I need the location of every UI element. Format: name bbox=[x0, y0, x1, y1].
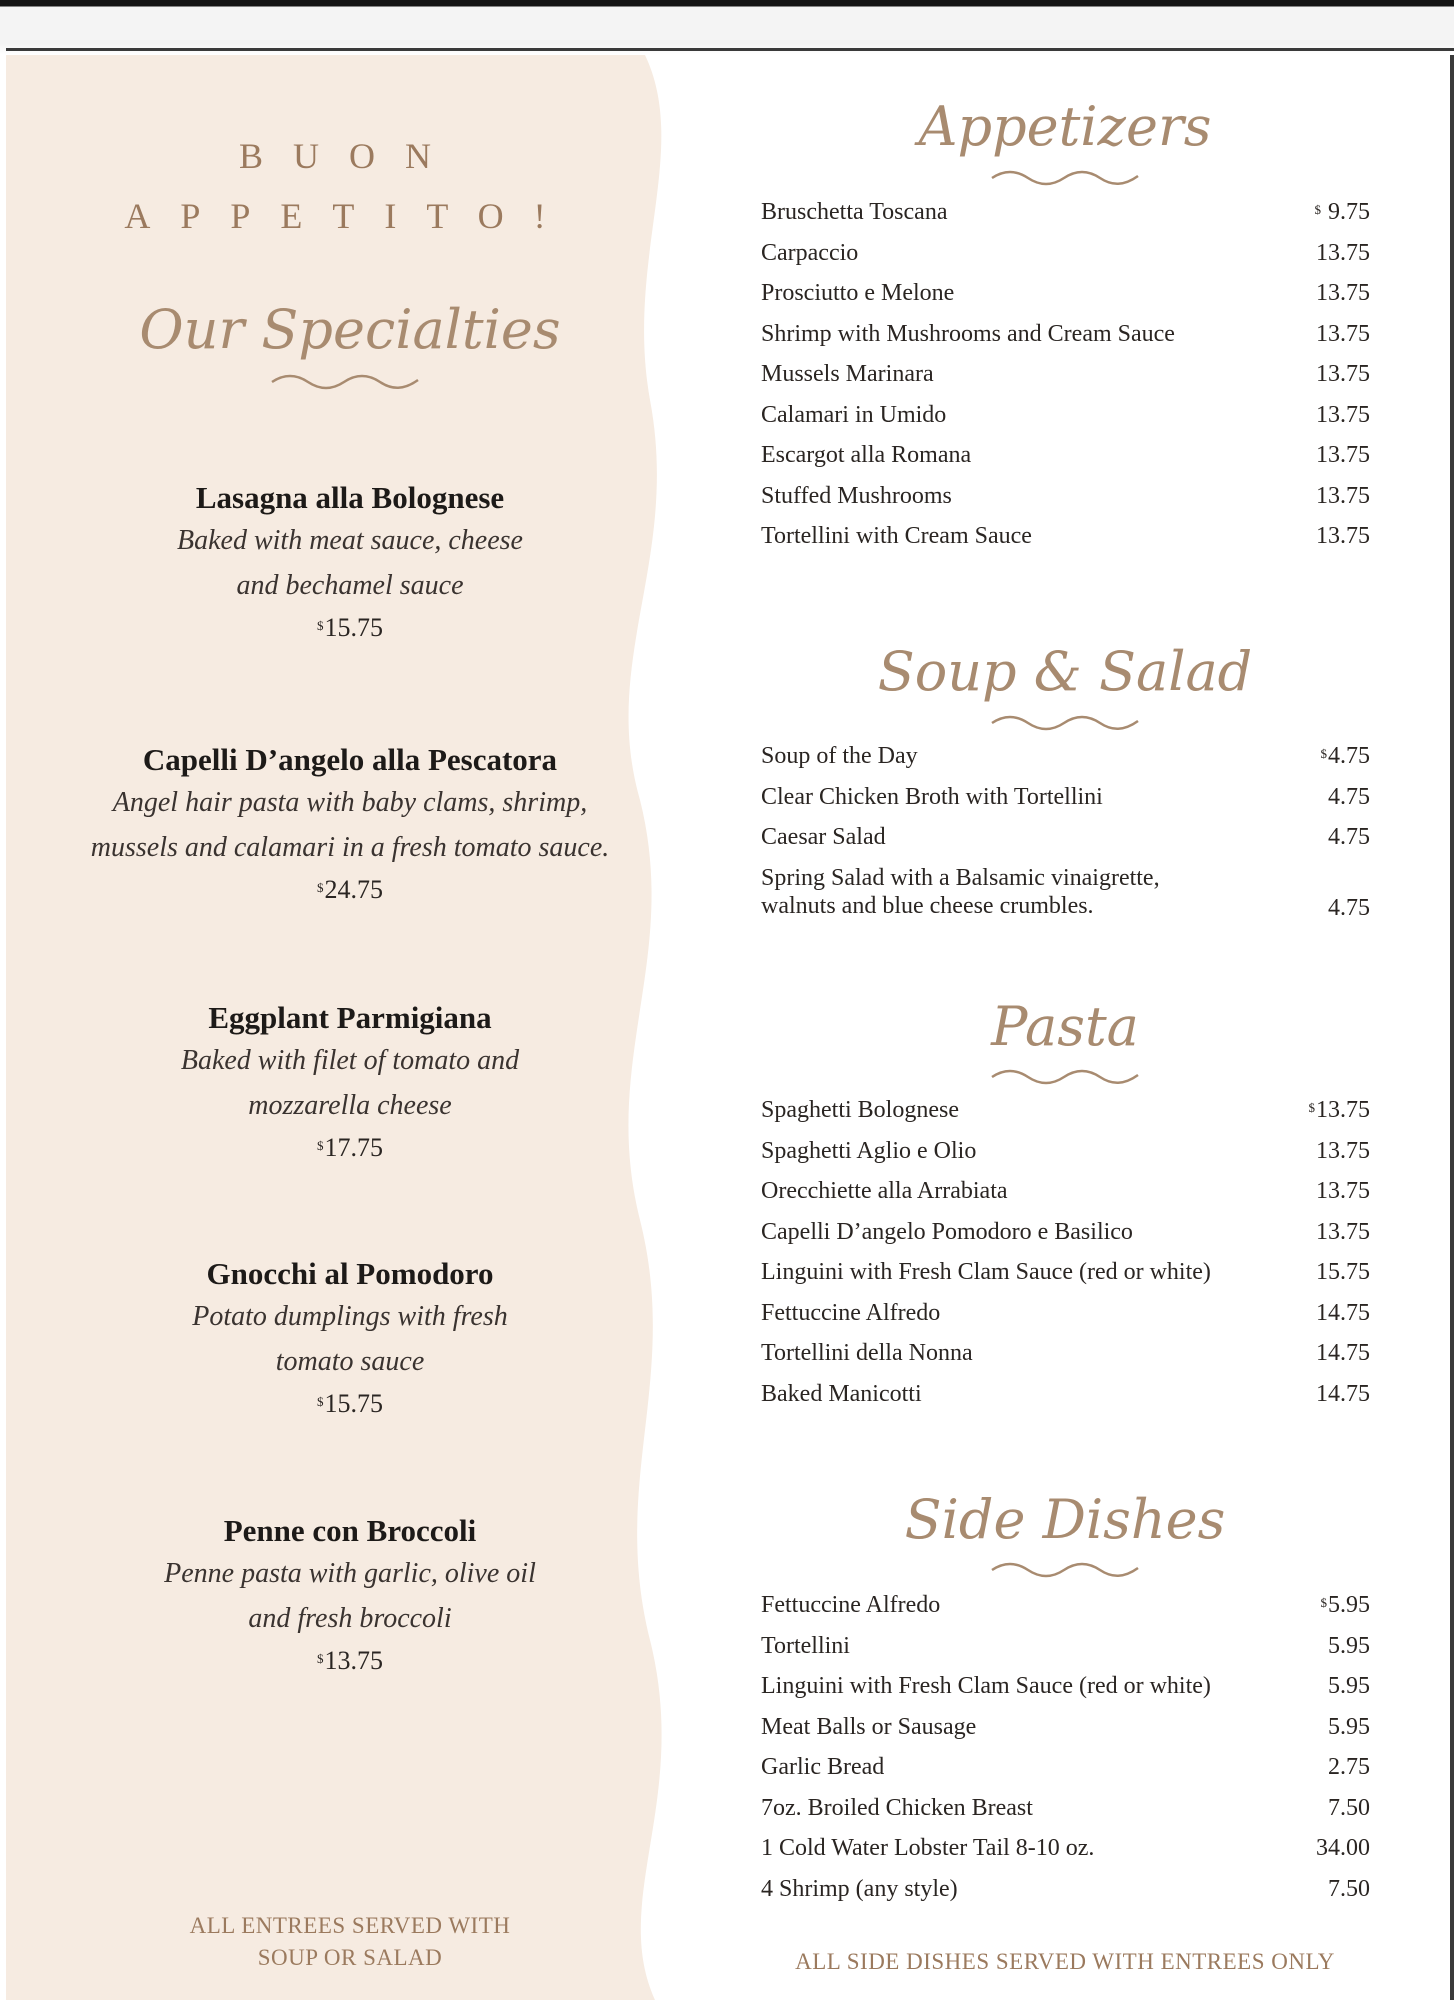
menu-item: Meat Balls or Sausage 5.95 bbox=[761, 1713, 1370, 1740]
menu-item: Fettuccine Alfredo $5.95 bbox=[761, 1592, 1370, 1618]
menu-item: Spaghetti Bolognese $13.75 bbox=[761, 1097, 1370, 1123]
side-dishes-title: Side Dishes bbox=[904, 1488, 1226, 1551]
menu-item: Orecchiette alla Arrabiata 13.75 bbox=[761, 1178, 1370, 1204]
pasta-list bbox=[760, 1096, 1370, 1420]
pasta-squiggle bbox=[990, 1067, 1140, 1087]
dish-name: Capelli D’angelo alla Pescatora bbox=[142, 742, 558, 777]
menu-item: Spring Salad with a Balsamic vinaigrette, walnuts and blue cheese crumbles. 4.75 bbox=[761, 864, 1370, 921]
currency-symbol: $ bbox=[317, 1394, 324, 1409]
menu-item: Tortellini with Cream Sauce 13.75 bbox=[761, 523, 1370, 549]
dish-description: and fresh broccoli bbox=[248, 1603, 452, 1634]
side-dishes-squiggle bbox=[990, 1560, 1140, 1580]
menu-item: 4 Shrimp (any style) 7.50 bbox=[761, 1875, 1370, 1902]
appetizers-squiggle bbox=[990, 168, 1140, 188]
entrees-note: ALL ENTREES SERVED WITH SOUP OR SALAD bbox=[189, 1913, 511, 1970]
dish-description: tomato sauce bbox=[275, 1346, 425, 1377]
soup-salad-list bbox=[760, 742, 1370, 934]
menu-item: Tortellini 5.95 bbox=[761, 1632, 1370, 1659]
dish-description: mozzarella cheese bbox=[248, 1090, 452, 1121]
pasta-title: Pasta bbox=[991, 995, 1139, 1058]
dish-description: Baked with filet of tomato and bbox=[180, 1045, 520, 1076]
menu-item: Capelli D’angelo Pomodoro e Basilico 13.75 bbox=[761, 1218, 1370, 1245]
menu-item: Shrimp with Mushrooms and Cream Sauce 13.75 bbox=[761, 320, 1370, 347]
menu-item: Mussels Marinara 13.75 bbox=[761, 361, 1370, 387]
menu-item: 1 Cold Water Lobster Tail 8-10 oz. 34.00 bbox=[761, 1835, 1370, 1861]
dish-description: Angel hair pasta with baby clams, shrimp, bbox=[112, 787, 588, 818]
menu-item: Carpaccio 13.75 bbox=[761, 239, 1370, 266]
menu-item: Escargot alla Romana 13.75 bbox=[761, 442, 1370, 468]
specialties-squiggle bbox=[270, 372, 420, 392]
dish-description: Baked with meat sauce, cheese bbox=[177, 525, 523, 556]
currency-symbol: $ bbox=[317, 880, 324, 895]
menu-item: Stuffed Mushrooms 13.75 bbox=[761, 482, 1370, 509]
greeting-line-2: APPETITO! bbox=[124, 196, 576, 236]
dish-description: mussels and calamari in a fresh tomato sauce. bbox=[90, 832, 610, 863]
menu-item: Garlic Bread 2.75 bbox=[761, 1754, 1370, 1780]
dish-description: Penne pasta with garlic, olive oil bbox=[164, 1558, 536, 1589]
dish-description: Potato dumplings with fresh bbox=[192, 1301, 508, 1332]
dish-name: Gnocchi al Pomodoro bbox=[206, 1256, 494, 1291]
menu-item: Tortellini della Nonna 14.75 bbox=[761, 1340, 1370, 1366]
menu-item: Linguini with Fresh Clam Sauce (red or white) 15.75 bbox=[761, 1259, 1370, 1285]
menu-item: Caesar Salad 4.75 bbox=[761, 824, 1370, 850]
dish-description: and bechamel sauce bbox=[236, 570, 464, 601]
soup-salad-title: Soup & Salad bbox=[877, 640, 1253, 703]
menu-item: Bruschetta Toscana $ 9.75 bbox=[761, 199, 1370, 225]
menu-item: Fettuccine Alfredo 14.75 bbox=[761, 1299, 1370, 1326]
currency-symbol: $ bbox=[317, 1651, 324, 1666]
dish-price: $24.75 bbox=[317, 875, 383, 904]
dish-name: Eggplant Parmigiana bbox=[208, 1000, 492, 1035]
dish-name: Lasagna alla Bolognese bbox=[195, 480, 505, 515]
specialty-dish bbox=[60, 1254, 640, 1424]
menu-item: Linguini with Fresh Clam Sauce (red or white) 5.95 bbox=[761, 1673, 1370, 1699]
menu-item: Soup of the Day $4.75 bbox=[761, 743, 1370, 769]
menu-item: Calamari in Umido 13.75 bbox=[761, 401, 1370, 428]
menu-item: 7oz. Broiled Chicken Breast 7.50 bbox=[761, 1794, 1370, 1821]
dish-name: Penne con Broccoli bbox=[223, 1513, 477, 1548]
specialties-column bbox=[0, 0, 700, 2000]
specialty-dish bbox=[60, 740, 640, 910]
specialty-dish bbox=[60, 1511, 640, 1681]
specialty-dish bbox=[60, 478, 640, 648]
appetizers-list bbox=[760, 198, 1370, 563]
dish-price: $13.75 bbox=[317, 1646, 383, 1675]
menu-item: Clear Chicken Broth with Tortellini 4.75 bbox=[761, 783, 1370, 810]
currency-symbol: $ bbox=[317, 1138, 324, 1153]
menu-item: Baked Manicotti 14.75 bbox=[761, 1380, 1370, 1407]
specialty-dish bbox=[60, 998, 640, 1168]
greeting-line-1: BUON bbox=[238, 136, 461, 176]
dish-price: $15.75 bbox=[317, 613, 383, 642]
specialties-title: Our Specialties bbox=[139, 298, 561, 361]
menu-item: Prosciutto e Melone 13.75 bbox=[761, 280, 1370, 306]
appetizers-title: Appetizers bbox=[918, 95, 1212, 158]
currency-symbol: $ bbox=[317, 618, 324, 633]
side-dishes-note: ALL SIDE DISHES SERVED WITH ENTREES ONLY bbox=[795, 1949, 1335, 1974]
dish-price: $17.75 bbox=[317, 1133, 383, 1162]
dish-price: $15.75 bbox=[317, 1389, 383, 1418]
side-dishes-list bbox=[760, 1591, 1370, 1915]
menu-item: Spaghetti Aglio e Olio 13.75 bbox=[761, 1137, 1370, 1164]
soup-salad-squiggle bbox=[990, 713, 1140, 733]
